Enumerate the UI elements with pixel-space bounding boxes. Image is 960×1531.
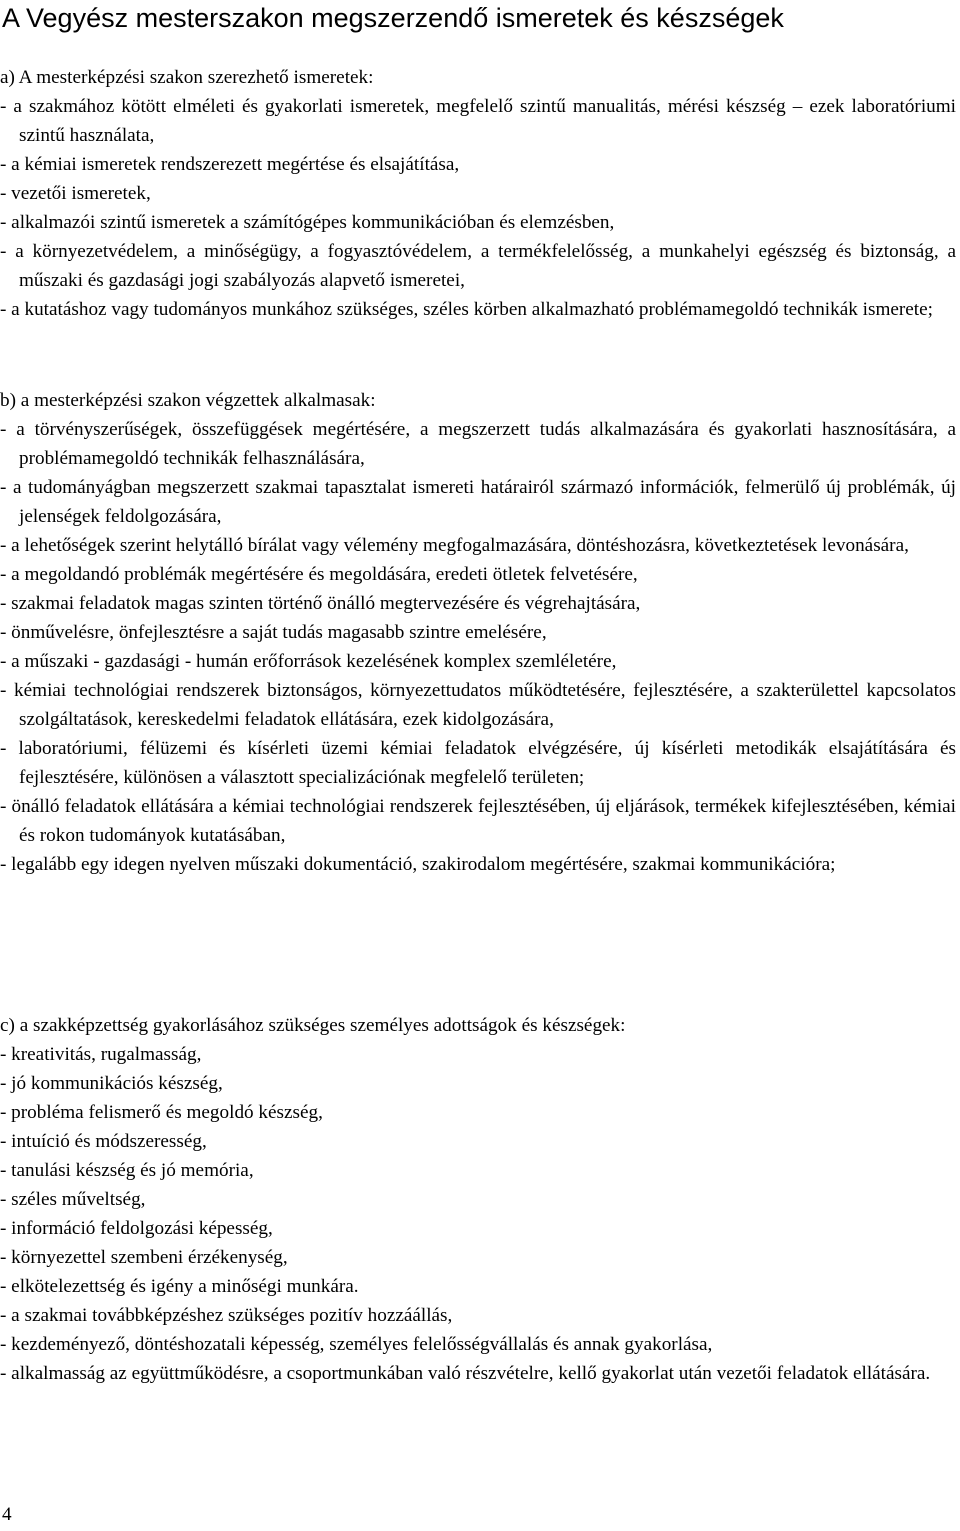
section-c-item: - intuíció és módszeresség, bbox=[0, 1131, 207, 1152]
section-c-item: - tanulási készség és jó memória, bbox=[0, 1160, 254, 1181]
section-c-item: - kreativitás, rugalmasság, bbox=[0, 1044, 202, 1065]
section-b-item: - önművelésre, önfejlesztésre a saját tudás magasabb szintre emelésére, bbox=[0, 622, 547, 643]
section-a-heading: a) A mesterképzési szakon szerezhető ismeretek: bbox=[0, 67, 374, 88]
section-b-item: - kémiai technológiai rendszerek biztonságos, környezettudatos működtetésére, fejlesztésére, a szakterülettel kapcsolatos szolgáltatások, kereskedelmi feladatok ellátására, ezek kidolgozására, bbox=[0, 680, 956, 730]
section-c-item: - információ feldolgozási képesség, bbox=[0, 1218, 273, 1239]
section-c bbox=[0, 1011, 956, 1388]
section-c-item: - kezdeményező, döntéshozatali képesség, személyes felelősségvállalás és annak gyakorlása, bbox=[0, 1334, 713, 1355]
section-c-item: - környezettel szembeni érzékenység, bbox=[0, 1247, 288, 1268]
section-a-item: - a környezetvédelem, a minőségügy, a fogyasztóvédelem, a termékfelelősség, a munkahelyi egészség és biztonság, a műszaki és gazdasági jogi szabályozás alapvető ismeretei, bbox=[0, 241, 956, 291]
section-b-item: - a tudományágban megszerzett szakmai tapasztalat ismereti határairól származó információk, felmerülő új problémák, új jelenségek feldolgozására, bbox=[0, 477, 956, 527]
section-a-item: - alkalmazói szintű ismeretek a számítógépes kommunikációban és elemzésben, bbox=[0, 212, 615, 233]
section-b-item: - legalább egy idegen nyelven műszaki dokumentáció, szakirodalom megértésére, szakmai kommunikációra; bbox=[0, 854, 836, 875]
section-c-item: - alkalmasság az együttműködésre, a csoportmunkában való részvételre, kellő gyakorlat után vezetői feladatok ellátására. bbox=[0, 1363, 931, 1384]
section-a bbox=[0, 63, 956, 324]
section-b-heading: b) a mesterképzési szakon végzettek alkalmasak: bbox=[0, 390, 376, 411]
section-b-item: - önálló feladatok ellátására a kémiai technológiai rendszerek fejlesztésében, új eljárások, termékek kifejlesztésében, kémiai és rokon tudományok kutatásában, bbox=[0, 796, 956, 846]
section-b-item: - a műszaki - gazdasági - humán erőforrások kezelésének komplex szemléletére, bbox=[0, 651, 617, 672]
section-a-item: - a szakmához kötött elméleti és gyakorlati ismeretek, megfelelő szintű manualitás, mérési készség – ezek laboratóriumi szintű használata, bbox=[0, 96, 956, 146]
section-a-item: - vezetői ismeretek, bbox=[0, 183, 151, 204]
section-b-item: - a lehetőségek szerint helytálló bírálat vagy vélemény megfogalmazására, döntéshozásra, következtetések levonására, bbox=[0, 535, 909, 556]
page-title: A Vegyész mesterszakon megszerzendő ismeretek és készségek bbox=[2, 3, 784, 33]
section-b-item: - szakmai feladatok magas szinten történő önálló megtervezésére és végrehajtására, bbox=[0, 593, 641, 614]
section-b-item: - laboratóriumi, félüzemi és kísérleti üzemi kémiai feladatok elvégzésére, új kísérleti metodikák elsajátítására és fejlesztésére, különösen a választott specializációnak megfelelő területen; bbox=[0, 738, 956, 788]
section-c-item: - jó kommunikációs készség, bbox=[0, 1073, 223, 1094]
section-b bbox=[0, 386, 956, 879]
section-c-item: - a szakmai továbbképzéshez szükséges pozitív hozzáállás, bbox=[0, 1305, 453, 1326]
section-c-item: - széles műveltség, bbox=[0, 1189, 146, 1210]
section-c-item: - elkötelezettség és igény a minőségi munkára. bbox=[0, 1276, 359, 1297]
section-a-item: - a kémiai ismeretek rendszerezett megértése és elsajátítása, bbox=[0, 154, 460, 175]
section-c-heading: c) a szakképzettség gyakorlásához szükséges személyes adottságok és készségek: bbox=[0, 1015, 626, 1036]
section-b-item: - a megoldandó problémák megértésére és megoldására, eredeti ötletek felvetésére, bbox=[0, 564, 638, 585]
section-c-item: - probléma felismerő és megoldó készség, bbox=[0, 1102, 323, 1123]
page-number: 4 bbox=[2, 1504, 12, 1525]
section-b-item: - a törvényszerűségek, összefüggések megértésére, a megszerzett tudás alkalmazására és gyakorlati hasznosítására, a problémamegoldó technikák felhasználására, bbox=[0, 419, 956, 469]
section-a-item: - a kutatáshoz vagy tudományos munkához szükséges, széles körben alkalmazható problémamegoldó technikák ismerete; bbox=[0, 299, 933, 320]
